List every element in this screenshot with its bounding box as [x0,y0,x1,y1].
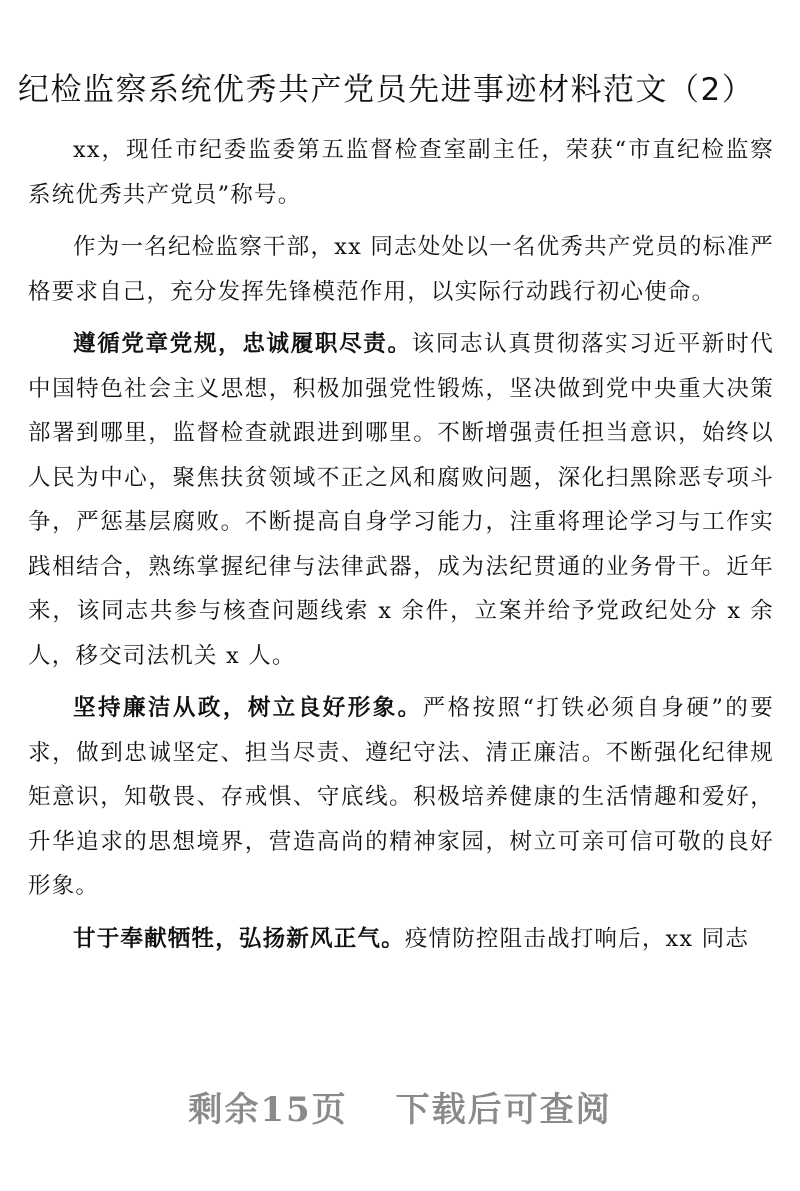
paragraph-loyalty [28,322,774,678]
paragraph-cadre [28,225,774,314]
paragraph-text: 该同志认真贯彻落实习近平新时代中国特色社会主义思想，积极加强党性锻炼，坚决做到党中央重大决策部署到哪里，监督检查就跟进到哪里。不断增强责任担当意识，始终以人民为中心，聚焦扶贫领域不正之风和腐败问题，深化扫黑除恶专项斗争，严惩基层腐败。不断提高自身学习能力，注重将理论学习与工作实践相结合，熟练掌握纪律与法律武器，成为法纪贯通的业务骨干。近年来，该同志共参与核查问题线索 x 余件，立案并给予党政纪处分 x 余人，移交司法机关 x 人。 [28,331,774,669]
remaining-pages-label: 剩余15页 [188,1090,348,1130]
paragraph-text: 疫情防控阻击战打响后，xx 同志 [404,925,750,952]
paragraph-lead: 遵循党章党规，忠诚履职尽责。 [73,331,412,357]
paragraph-intro [28,128,774,217]
download-banner[interactable] [0,1082,800,1131]
document-title: 纪检监察系统优秀共产党员先进事迹材料范文（2） [18,72,755,108]
paragraph-text: 严格按照“打铁必须自身硬”的要求，做到忠诚坚定、担当尽责、遵纪守法、清正廉洁。不断强化纪律规矩意识，知敬畏、存戒惧、守底线。积极培养健康的生活情趣和爱好，升华追求的思想境界，营造高尚的精神家园，树立可亲可信可敬的良好形象。 [28,695,774,899]
paragraph-lead: 坚持廉洁从政，树立良好形象。 [73,695,423,721]
document-body [28,128,774,969]
paragraph-text: 作为一名纪检监察干部，xx 同志处处以一名优秀共产党员的标准严格要求自己，充分发挥先锋模范作用，以实际行动践行初心使命。 [28,234,774,305]
paragraph-dedication [28,917,774,962]
download-to-view-label[interactable]: 下载后可查阅 [395,1090,612,1130]
paragraph-text: xx，现任市纪委监委第五监督检查室副主任，荣获“市直纪检监察系统优秀共产党员”称号。 [28,137,774,208]
paragraph-integrity [28,686,774,909]
paragraph-lead: 甘于奉献牺牲，弘扬新风正气。 [73,925,405,952]
